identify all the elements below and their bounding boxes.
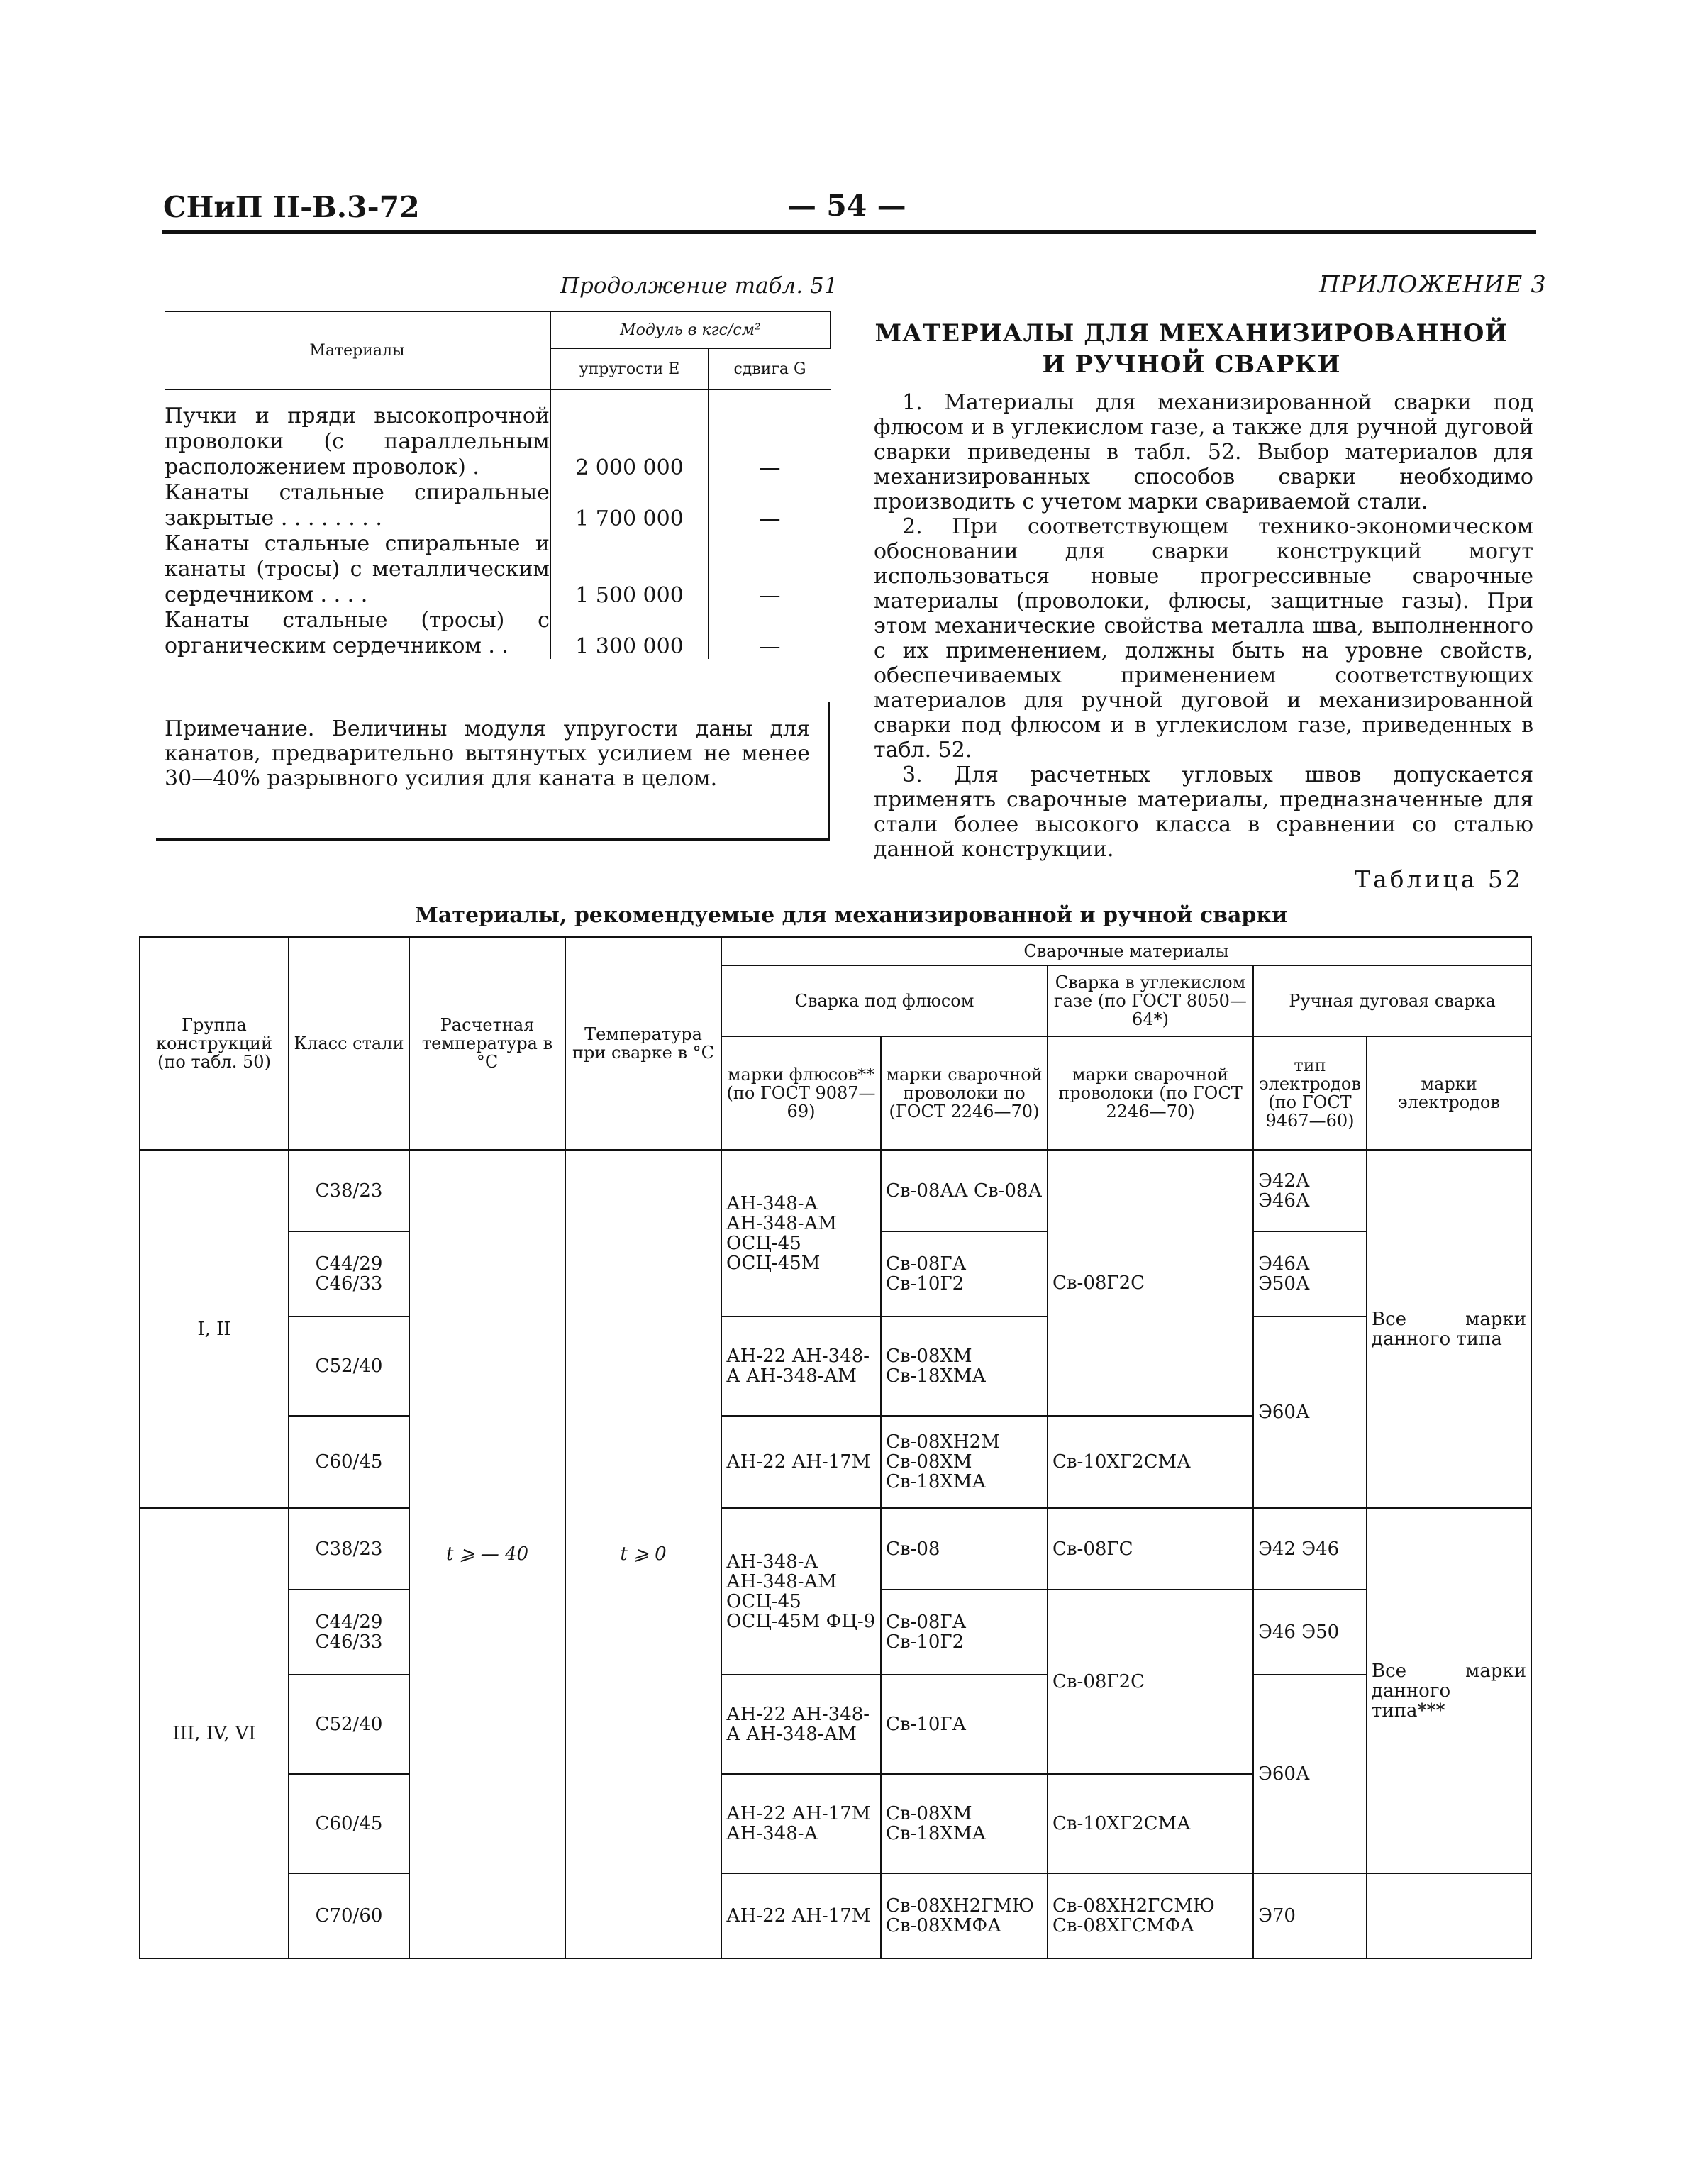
co2-cell: Св-08Г2С xyxy=(1048,1590,1253,1774)
table52-title: Материалы, рекомендуемые для механизированной и ручной сварки xyxy=(414,903,1288,928)
table52-label: Таблица 52 xyxy=(1355,865,1523,893)
header-welding-materials: Сварочные материалы xyxy=(721,937,1531,965)
electrode-type-cell: Э42 Э46 xyxy=(1253,1508,1367,1590)
table51-row xyxy=(165,480,831,531)
weld-temp-cell: t ⩾ 0 xyxy=(565,1150,721,1958)
flux-cell: АН-22 АН-348-А АН-348-АМ xyxy=(721,1317,881,1416)
header-electrode-type: тип электродов (по ГОСТ 9467—60) xyxy=(1253,1036,1367,1150)
co2-cell: Св-10ХГ2СМА xyxy=(1048,1416,1253,1508)
table51-g-value: — xyxy=(709,608,831,659)
flux-cell: АН-22 АН-17М АН-348-А xyxy=(721,1774,881,1873)
header-co2-wire: марки сварочной проволоки (по ГОСТ 2246—70) xyxy=(1048,1036,1253,1150)
table51-caption: Продолжение табл. 51 xyxy=(560,273,838,299)
table51-g-value: — xyxy=(709,404,831,480)
flux-cell: АН-22 АН-17М xyxy=(721,1873,881,1958)
flux-cell: АН-348-А АН-348-АМ ОСЦ-45 ОСЦ-45М xyxy=(721,1150,881,1317)
table51-material: Канаты стальные (тросы) с органическим сердечником . . xyxy=(165,608,550,658)
group-cell: I, II xyxy=(140,1150,289,1508)
table51-material: Пучки и пряди высокопрочной проволоки (с параллельным расположением проволок) . xyxy=(165,404,550,480)
electrode-type-cell: Э42А Э46А xyxy=(1253,1150,1367,1231)
wire-cell: Св-08ХН2ГМЮ Св-08ХМФА xyxy=(881,1873,1048,1958)
class-cell: С38/23 xyxy=(289,1150,409,1231)
appendix-title xyxy=(837,318,1546,380)
group-cell: III, IV, VI xyxy=(140,1508,289,1958)
class-cell: С60/45 xyxy=(289,1416,409,1508)
header-flux-welding: Сварка под флюсом xyxy=(721,965,1048,1036)
table51-material: Канаты стальные спиральные и канаты (тросы) с металлическим сердечником . . . . xyxy=(165,531,550,607)
class-cell: С52/40 xyxy=(289,1317,409,1416)
wire-cell: Св-08ХН2М Св-08ХМ Св-18ХМА xyxy=(881,1416,1048,1508)
appendix-title-line1: МАТЕРИАЛЫ ДЛЯ МЕХАНИЗИРОВАННОЙ xyxy=(874,319,1509,348)
electrode-type-cell: Э70 xyxy=(1253,1873,1367,1958)
electrode-marks-cell: Все марки данного типа*** xyxy=(1367,1508,1531,1873)
wire-cell: Св-08 xyxy=(881,1508,1048,1590)
table51-row xyxy=(165,531,831,608)
header-rule xyxy=(162,230,1536,234)
header-electrode-marks: марки электродов xyxy=(1367,1036,1531,1150)
paragraph-2: 2. При соответствующем технико-экономическом обосновании для сварки конструкций могут использоваться новые прогрессивные сварочные материалы (проволоки, флюсы, защитные газы). При этом механические свойства металла шва, выполненного с их применением, должны быть на уровне свойств, обеспечиваемых применением соответствующих материалов для ручной дуговой и механизированной сварки под флюсом и в углекислом газе, приведенных в табл. 52. xyxy=(874,514,1533,763)
class-cell: С70/60 xyxy=(289,1873,409,1958)
class-cell: С60/45 xyxy=(289,1774,409,1873)
table51 xyxy=(165,311,831,659)
paragraph-1: 1. Материалы для механизированной сварки под флюсом и в углекислом газе, а также для ручной дуговой сварки приведены в табл. 52. Выбор материалов для механизированных способов сварки необходимо производить с учетом марки свариваемой стали. xyxy=(874,390,1533,514)
appendix-label: ПРИЛОЖЕНИЕ 3 xyxy=(1319,270,1547,298)
flux-cell: АН-22 АН-17М xyxy=(721,1416,881,1508)
header-flux-marks: марки флюсов** (по ГОСТ 9087—69) xyxy=(721,1036,881,1150)
appendix-text xyxy=(874,390,1533,862)
header-class: Класс стали xyxy=(289,937,409,1150)
wire-cell: Св-08ГА Св-10Г2 xyxy=(881,1231,1048,1317)
electrode-type-cell: Э60А xyxy=(1253,1317,1367,1508)
appendix-title-line2: И РУЧНОЙ СВАРКИ xyxy=(1042,350,1341,379)
co2-cell: Св-08Г2С xyxy=(1048,1150,1253,1416)
co2-cell: Св-10ХГ2СМА xyxy=(1048,1774,1253,1873)
table51-header-e: упругости E xyxy=(550,348,709,389)
flux-cell: АН-348-А АН-348-АМ ОСЦ-45 ОСЦ-45М ФЦ-9 xyxy=(721,1508,881,1675)
electrode-type-cell: Э46 Э50 xyxy=(1253,1590,1367,1675)
table51-g-value: — xyxy=(709,531,831,608)
co2-cell: Св-08ГС xyxy=(1048,1508,1253,1590)
wire-cell: Св-10ГА xyxy=(881,1675,1048,1774)
wire-cell: Св-08ГА Св-10Г2 xyxy=(881,1590,1048,1675)
calc-temp-cell: t ⩾ — 40 xyxy=(409,1150,565,1958)
electrode-marks-cell: Все марки данного типа xyxy=(1367,1150,1531,1508)
table52 xyxy=(139,936,1531,1959)
wire-cell: Св-08ХМ Св-18ХМА xyxy=(881,1317,1048,1416)
header-calc-temp: Расчетная температура в °С xyxy=(409,937,565,1150)
co2-cell: Св-08ХН2ГСМЮ Св-08ХГСМФА xyxy=(1048,1873,1253,1958)
table-row xyxy=(140,1675,1531,1774)
class-cell: С52/40 xyxy=(289,1675,409,1774)
document-code: СНиП II-В.3-72 xyxy=(163,190,420,224)
electrode-type-cell: Э60А xyxy=(1253,1675,1367,1873)
table-row xyxy=(140,1317,1531,1416)
page-number: — 54 — xyxy=(787,189,906,223)
table51-header-g: сдвига G xyxy=(709,348,831,389)
header-co2-welding: Сварка в углекислом газе (по ГОСТ 8050—64*) xyxy=(1048,965,1253,1036)
header-weld-temp: Температура при сварке в °С xyxy=(565,937,721,1150)
table-row xyxy=(140,1150,1531,1231)
header-flux-wire: марки сварочной проволоки по (ГОСТ 2246—70) xyxy=(881,1036,1048,1150)
table51-row xyxy=(165,608,831,659)
table51-e-value: 1 700 000 xyxy=(550,480,709,531)
electrode-marks-empty xyxy=(1367,1873,1531,1958)
flux-cell: АН-22 АН-348-А АН-348-АМ xyxy=(721,1675,881,1774)
header-manual-welding: Ручная дуговая сварка xyxy=(1253,965,1531,1036)
table51-material: Канаты стальные спиральные закрытые . . . . . . . . xyxy=(165,480,550,531)
table51-header-materials: Материалы xyxy=(165,311,550,389)
paragraph-3: 3. Для расчетных угловых швов допускается применять сварочные материалы, предназначенные для стали более высокого класса в сравнении со сталью данной конструкции. xyxy=(874,763,1533,862)
class-cell: С44/29 С46/33 xyxy=(289,1231,409,1317)
table51-note: Примечание. Величины модуля упругости даны для канатов, предварительно вытянутых усилием не менее 30—40% разрывного усилия для каната в целом. xyxy=(165,716,810,791)
wire-cell: Св-08АА Св-08А xyxy=(881,1150,1048,1231)
table51-header-modulus: Модуль в кгс/см² xyxy=(550,311,831,348)
table51-e-value: 1 300 000 xyxy=(550,608,709,659)
table51-g-value: — xyxy=(709,480,831,531)
header-group: Группа конструкций (по табл. 50) xyxy=(140,937,289,1150)
electrode-type-cell: Э46А Э50А xyxy=(1253,1231,1367,1317)
wire-cell: Св-08ХМ Св-18ХМА xyxy=(881,1774,1048,1873)
table51-e-value: 2 000 000 xyxy=(550,404,709,480)
table-row xyxy=(140,1873,1531,1958)
table51-row xyxy=(165,404,831,480)
table51-e-value: 1 500 000 xyxy=(550,531,709,608)
table-row xyxy=(140,1508,1531,1590)
class-cell: С38/23 xyxy=(289,1508,409,1590)
class-cell: С44/29 С46/33 xyxy=(289,1590,409,1675)
